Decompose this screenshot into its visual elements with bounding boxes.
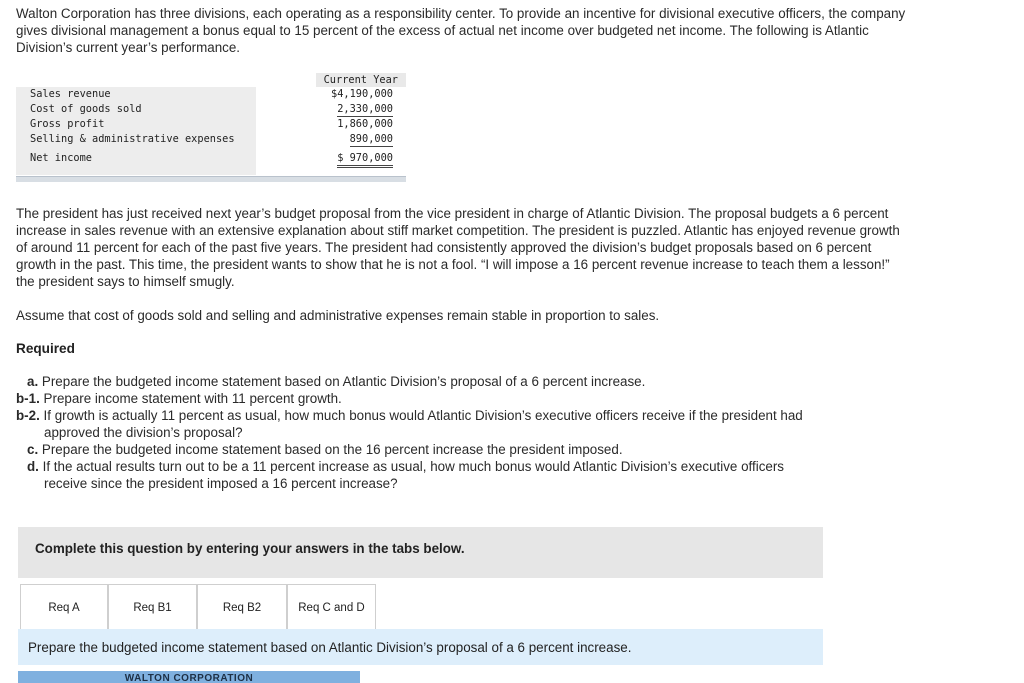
- table-row: Net income $ 970,000: [16, 152, 406, 167]
- required-item-b1: b-1. Prepare income statement with 11 percent growth.: [16, 391, 342, 406]
- instructions-box: [18, 527, 823, 578]
- table-row: Cost of goods sold 2,330,000: [30, 103, 393, 115]
- current-year-table: [16, 73, 406, 164]
- required-item-c: c. Prepare the budgeted income statement based on the 16 percent increase the president imposed.: [27, 442, 623, 457]
- table-row: Sales revenue $4,190,000: [30, 88, 393, 100]
- tab-req-b2[interactable]: Req B2: [197, 584, 287, 631]
- tab-req-b1[interactable]: Req B1: [108, 584, 197, 631]
- president-paragraph: The president has just received next year’s budget proposal from the vice president in charge of Atlantic Division. The proposal budgets a 6 percent increase in sales revenue with an extensive explanation about stiff market competition. The president is puzzled. Atlantic has enjoyed revenue growth of around 11 percent for each of the past five years. The president had consistently approved the division’s budget proposals based on 6 percent growth in the past. This time, the president wants to show that he is not a fool. “I will impose a 16 percent revenue increase to teach them a lesson!” the president says to himself smugly.: [16, 206, 900, 289]
- tab-req-c-and-d[interactable]: Req C and D: [287, 584, 376, 631]
- tab-instruction-text: Prepare the budgeted income statement based on Atlantic Division’s proposal of a 6 percent increase.: [28, 640, 632, 655]
- required-item-a: a. Prepare the budgeted income statement based on Atlantic Division’s proposal of a 6 percent increase.: [27, 374, 646, 389]
- assumption-paragraph: Assume that cost of goods sold and selling and administrative expenses remain stable in proportion to sales.: [16, 308, 660, 323]
- required-heading: Required: [16, 341, 75, 356]
- table-row: Selling & administrative expenses 890,000: [30, 133, 393, 145]
- current-year-header: Current Year: [323, 74, 398, 86]
- table-header-row: [16, 73, 406, 87]
- tab-instruction-bar: [18, 629, 823, 665]
- intro-paragraph: Walton Corporation has three divisions, each operating as a responsibility center. To provide an incentive for divisional executive officers, the company gives divisional management a bonus equal to 15 percent of the excess of actual net income over budgeted net income. The following is Atlantic Division’s current year’s performance.: [16, 6, 906, 55]
- tab-req-a[interactable]: Req A: [20, 584, 108, 631]
- required-item-b2: b-2. If growth is actually 11 percent as usual, how much bonus would Atlantic Division’s executive officers receive if the president had approved the division’s proposal?: [16, 408, 803, 440]
- table-row: Gross profit 1,860,000: [30, 118, 393, 130]
- required-item-d: d. If the actual results turn out to be a 11 percent increase as usual, how much bonus would Atlantic Division’s executive officers receive since the president imposed a 16 percent increase?: [27, 459, 784, 491]
- complete-instructions: Complete this question by entering your answers in the tabs below.: [35, 541, 465, 556]
- company-header: WALTON CORPORATION: [18, 671, 360, 683]
- table-scrollbar[interactable]: [16, 176, 406, 182]
